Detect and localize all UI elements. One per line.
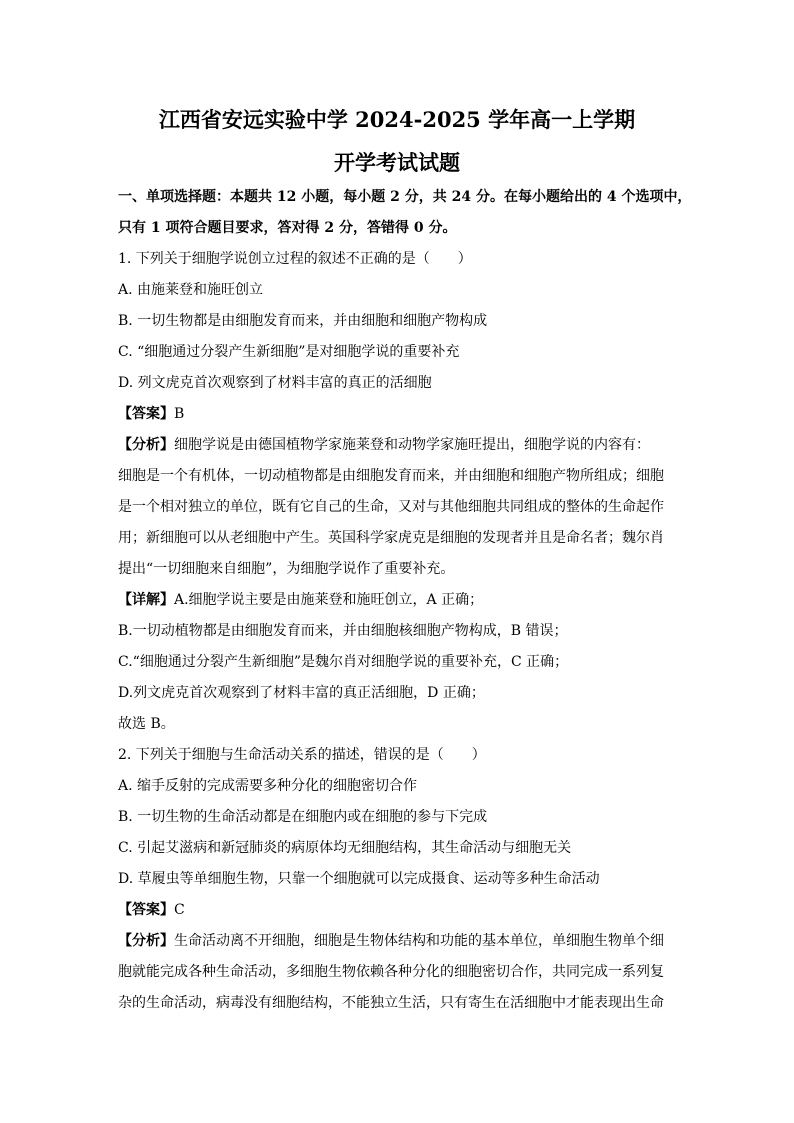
- q1-analysis-line5: 提出“一切细胞来自细胞”，为细胞学说作了重要补充。: [118, 561, 455, 577]
- q1-analysis-line3: 是一个相对独立的单位，既有它自己的生命，又对与其他细胞共同组成的整体的生命起作: [118, 499, 664, 515]
- q2-option-d: D. 草履虫等单细胞生物，只靠一个细胞就可以完成摄食、运动等多种生命活动: [118, 871, 600, 887]
- q2-answer-label: 【答案】: [118, 902, 174, 918]
- q1-analysis-line2: 细胞是一个有机体，一切动植物都是由细胞发育而来，并由细胞和细胞产物所组成；细胞: [118, 468, 664, 484]
- q1-detail-line3: C.“细胞通过分裂产生新细胞”是魏尔肖对细胞学说的重要补充，C 正确；: [118, 654, 569, 670]
- q1-detail-label: 【详解】: [118, 592, 174, 608]
- q1-detail-line4: D.列文虎克首次观察到了材料丰富的真正活细胞，D 正确；: [118, 685, 485, 701]
- q1-option-d: D. 列文虎克首次观察到了材料丰富的真正的活细胞: [118, 375, 432, 391]
- q2-option-c: C. 引起艾滋病和新冠肺炎的病原体均无细胞结构，其生命活动与细胞无关: [118, 840, 572, 856]
- q1-analysis-line1: [118, 436, 678, 454]
- q1-analysis-label: 【分析】: [118, 437, 174, 453]
- q2-analysis-label: 【分析】: [118, 933, 174, 949]
- q1-answer: [118, 405, 678, 423]
- q1-analysis-text-1: 细胞学说是由德国植物学家施莱登和动物学家施旺提出，细胞学说的内容有：: [174, 437, 650, 453]
- q2-analysis-line2: 胞就能完成各种生命活动，多细胞生物依赖各种分化的细胞密切合作，共同完成一系列复: [118, 964, 664, 980]
- q1-detail-line2: B.一切动植物都是由细胞发育而来，并由细胞核细胞产物构成，B 错误；: [118, 623, 568, 639]
- q2-analysis-text-1: 生命活动离不开细胞，细胞是生物体结构和功能的基本单位，单细胞生物单个细: [174, 933, 664, 949]
- document-title-line1: 江西省安远实验中学 2024-2025 学年高一上学期: [158, 107, 636, 132]
- q2-answer: [118, 901, 678, 919]
- section-instructions-line2: 只有 1 项符合题目要求，答对得 2 分，答错得 0 分。: [118, 220, 457, 236]
- q1-detail-line5: 故选 B。: [118, 716, 175, 732]
- section-instructions-line1: 一、单项选择题：本题共 12 小题，每小题 2 分，共 24 分。在每小题给出的 4 个选项中，: [118, 189, 692, 205]
- q2-stem: 2. 下列关于细胞与生命活动关系的描述，错误的是（ ）: [118, 747, 486, 763]
- q1-option-c: C. “细胞通过分裂产生新细胞”是对细胞学说的重要补充: [118, 344, 460, 360]
- q1-stem: 1. 下列关于细胞学说创立过程的叙述不正确的是（ ）: [118, 251, 472, 267]
- q2-analysis-line3: 杂的生命活动，病毒没有细胞结构，不能独立生活，只有寄生在活细胞中才能表现出生命: [118, 995, 664, 1011]
- q1-analysis-line4: 用；新细胞可以从老细胞中产生。英国科学家虎克是细胞的发现者并且是命名者；魏尔肖: [118, 530, 664, 546]
- q1-detail-line1: [118, 591, 678, 609]
- document-title-line2: 开学考试试题: [334, 150, 460, 175]
- q2-answer-value: C: [174, 902, 185, 918]
- q2-option-b: B. 一切生物的生命活动都是在细胞内或在细胞的参与下完成: [118, 809, 488, 825]
- q1-answer-label: 【答案】: [118, 406, 174, 422]
- q1-detail-text-1: A.细胞学说主要是由施莱登和施旺创立，A 正确；: [174, 592, 484, 608]
- q2-option-a: A. 缩手反射的完成需要多种分化的细胞密切合作: [118, 778, 418, 794]
- q1-option-b: B. 一切生物都是由细胞发育而来，并由细胞和细胞产物构成: [118, 313, 488, 329]
- q1-answer-value: B: [174, 406, 185, 422]
- q1-option-a: A. 由施莱登和施旺创立: [118, 282, 264, 298]
- q2-analysis-line1: [118, 932, 678, 950]
